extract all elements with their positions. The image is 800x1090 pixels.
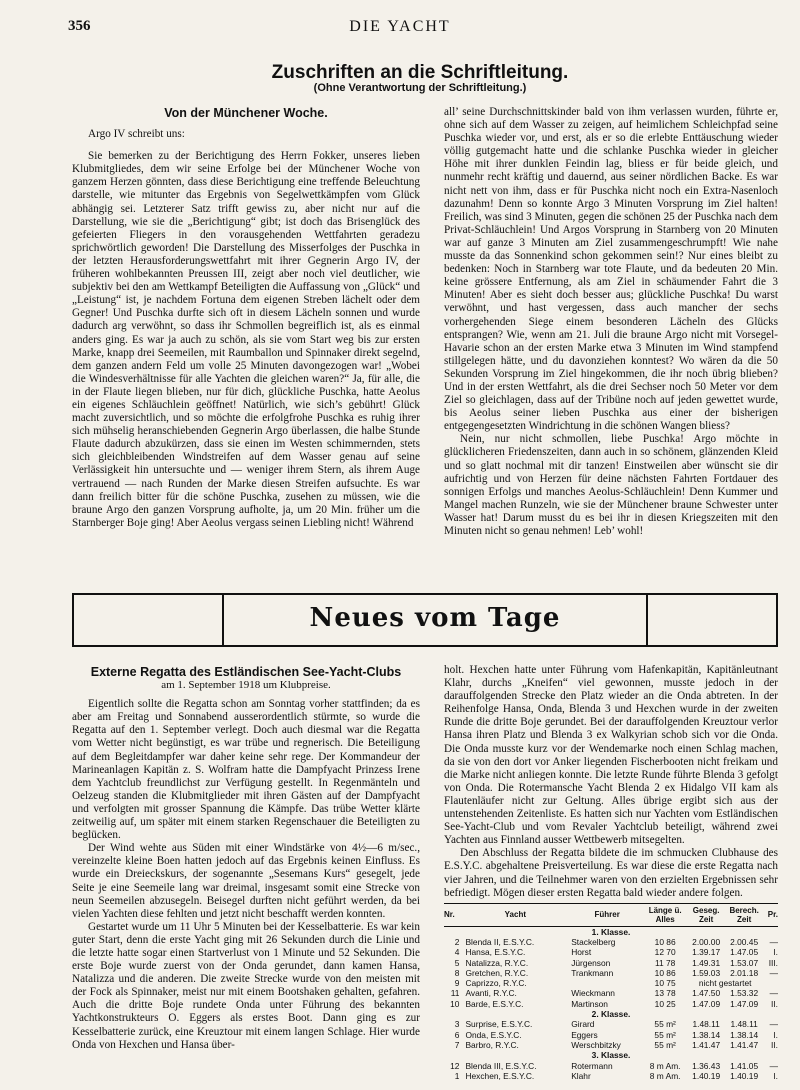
table-cell: — [769,1019,778,1030]
table-cell: 55 m² [654,1039,676,1050]
table-cell: Wieckmann [571,988,615,999]
table-cell: 1.53.07 [730,957,759,968]
class-row [444,1050,778,1060]
table-cell: 2 [454,936,460,947]
results-header-row [444,903,778,926]
table-cell: 55 m² [654,1029,676,1040]
regatta-paragraph: Gestartet wurde um 11 Uhr 5 Minuten bei der Kesselbatterie. Es war kein guter Start, denn die erste Yacht ging mit 26 Sekunden durch die Linie und die letzte hatte sogar einen Startverlust von 1 Minute und 52 Sekunden. Die erste Boje wurde zuerst von der Onda gerundet, dann kamen Hansa, Natalizza und die anderen. Die zweite Strecke wurde von den meisten mit der Fock als Spinnaker, meist nur mit einem Bootshaken gehalten, gefahren. Auch die dritte Boje rundete Onda unter Führung des bekannten Yachtkonstrukteurs O. Eggers als erstes Boot. Dann ging es zur Kesselbatterie zurück, eine Kreuztour mit einem langen Schlage. Hier wurde Onda von Hexchen und Hansa über- [72,920,420,1051]
table-cell: Trankmann [571,967,614,978]
table-cell: 1.38.14 [730,1029,759,1040]
table-cell: Werschbitzky [571,1039,621,1050]
table-row [444,1019,778,1029]
table-cell [571,978,643,988]
table-cell: 1.59.03 [692,967,721,978]
table-row [444,988,778,998]
table-cell: 10 86 [654,936,676,947]
table-cell: 8 [454,967,460,978]
letter-intro: Argo IV schreibt uns: [88,128,185,141]
table-cell: 1.47.09 [730,998,759,1009]
table-cell: 2.00.45 [730,936,759,947]
table-cell: 1.36.43 [692,1060,721,1071]
table-cell: 12 [450,1060,460,1071]
table-cell: Eggers [571,1029,598,1040]
table-cell: Gretchen, R.Y.C. [465,967,529,978]
table-cell: 1.40.19 [692,1070,721,1081]
table-cell: 13 78 [654,988,676,999]
banner-title: Neues vom Tage [309,603,561,633]
header-cell: Länge ü. Alles [643,903,687,926]
table-cell: Surprise, E.S.Y.C. [465,1019,533,1030]
table-cell: 10 75 [654,978,676,989]
table-cell: 1 [454,1070,460,1081]
table-cell: — [769,1060,778,1071]
table-cell: 12 70 [654,947,676,958]
header-cell: Yacht [459,903,571,926]
table-cell: 1.39.17 [692,947,721,958]
table-row [444,937,778,947]
section-title: Von der Münchener Woche. [164,106,328,120]
regatta-right-column [444,664,778,1081]
regatta-title: Externe Regatta des Estländischen See-Yacht-Clubs [90,665,402,679]
table-cell: Klahr [571,1070,591,1081]
table-cell: Horst [571,947,592,958]
table-cell: 3 [454,1019,460,1030]
table-cell: 11 [450,988,460,999]
table-cell: 1.41.05 [730,1060,759,1071]
table-cell: 55 m² [654,1019,676,1030]
table-row [444,958,778,968]
table-cell: 2.01.18 [730,967,759,978]
table-cell [763,978,778,988]
table-cell: 1.48.11 [730,1019,758,1030]
table-row [444,1030,778,1040]
table-cell: 1.41.47 [730,1039,759,1050]
table-cell: Natalizza, R.Y.C. [465,957,529,968]
table-cell: 1.49.31 [692,957,721,968]
table-cell: Jürgenson [571,957,611,968]
table-cell: 8 m Am. [649,1070,681,1081]
class-label: 2. Klasse. [591,1009,631,1020]
table-cell: 1.38.14 [692,1029,721,1040]
table-cell: — [769,936,778,947]
letter-paragraph: Sie bemerken zu der Berichtigung des Herrn Fokker, unseres lieben Klubmitgliedes, dem wir seine Erfolge bei der Münchener Woche von ganzem Herzen gönnten, dass diese Berichtigung eine treffende Beleuchtung darstelle, wie mitunter das Ergebnis von Segelwettkämpfen vom Glück abhängig sei. Letzterer Satz trifft gewiss zu, aber nicht nur auf die Darstellung, wie sie die „Berichtigung“ gibt; ist doch das Brisenglück des gefeierten Fliegers in den vorausgehenden Wettfahrten geradezu sprichwörtlich geworden! Die Darstellung des Misserfolges der Puschka in der letzten Herausforderungswettfahrt mit ihrer Gegnerin Argo IV, der früheren wohlbekannten Preussen III, zeigt aber noch viel deutlicher, wie subjektiv bei den am Wettkampf Beteiligten die Auffassung von „Glück“ und „Leistung“ ist, je nachdem Fortuna dem eigenen Streben lächelt oder dem Gegner! Und Puschka durfte sich oft in diesem Lächeln sonnen und wurde dadurch arg verwöhnt, so dass ihr Schmollen begreiflich ist, als es einmal anders ging. Es war ja auch zu schön, als sie vom Start weg bis zur ersten Marke, knapp drei Seemeilen, mit Raumballon und Spinnaker direkt segelnd, dem ganzen andern Feld um volle 25 Minuten davongezogen war! „Wobei die Windesverhältnisse für alle Yachten die gleichen waren?“ Ja, für alle, die in der Flaute liegen blieben, nur für dich, glückliche Puschka, hatte Aeolus ein eigenes Schläuchlein geöffnet! Natürlich, wie sich’s gebührt! Glück macht zuversichtlich, und so möchte die erfolgfrohe Puschka es ruhig ihrer sich mühselig heranschiebenden Gegnerin Argo überlassen, die halbe Stunde Flaute dadurch abzukürzen, dass sie einen im Westen schimmernden, stets sich gleichbleibenden Windstreifen auf dem Wasser genau auf seine Verlässigkeit hin untersuchte und — weniger ihrem Stern, als ihrem Auge vertrauend — nach Runden der Marke diesen Streifen aufsuchte. Es war dann freilich bitter für die schöne Puschka, zusehen zu müssen, wie die braune Argo den ganzen Vorsprung aufholte, ja, um 20 Min. früher um die Starnberger Boje ging! Aber Aeolus vergass seinen Liebling nicht! Während [72,150,420,529]
table-row [444,947,778,957]
results-table [444,903,778,1081]
journal-title: DIE YACHT [349,18,451,35]
banner-title-box [222,593,648,647]
table-cell: 7 [454,1039,460,1050]
regatta-subtitle: am 1. September 1918 um Klubpreise. [161,679,331,692]
table-cell: III. [768,957,778,968]
letters-left-column [72,107,420,530]
table-cell: 11 78 [654,957,676,968]
table-cell: Onda, E.S.Y.C. [465,1029,522,1040]
table-cell: Rotermann [571,1060,613,1071]
news-banner [72,593,778,647]
regatta-paragraph: Der Wind wehte aus Süden mit einer Windstärke von 4½—6 m/sec., vereinzelte kleine Boen hatten jedoch auf das Ergebnis keinen Einfluss. Es wurde ein Dreieckskurs, der sogenannte „Sesemans Kurs“ gesegelt, jede Seite je eine Seemeile lang war dreimal, insgesamt somit eine Strecke von neun Seemeilen abzusegeln. Beisegel durften nicht geführt werden, da bei vielen Yachten diese fehlten und jetzt nicht beschafft werden konnten. [72,842,420,920]
table-cell: 10 [450,998,460,1009]
letters-right-column [444,106,778,538]
table-cell: 1.48.11 [692,1019,720,1030]
class-label: 1. Klasse. [591,926,631,937]
table-cell: — [769,988,778,999]
table-cell: Barde, E.S.Y.C. [465,998,524,1009]
table-cell: 1.40.19 [730,1070,759,1081]
page-header [0,18,800,38]
table-row [444,968,778,978]
header-cell: Führer [571,903,643,926]
table-cell: 10 86 [654,967,676,978]
class-row [444,1009,778,1019]
page-number: 356 [68,18,91,34]
table-cell: nicht gestartet [698,978,752,989]
letter-paragraph: Nein, nur nicht schmollen, liebe Puschka! Argo möchte in glücklicheren Friedenszeiten, dann auch in so schönem, glänzenden Kleid und so glatt nochmal mit dir tanzen! Einstweilen aber wünscht sie dir aufrichtig und von Herzen für deine nächsten Fahrten Fortdauer des sonnigen Erfolgs und manches Aeolus-Schläuchlein! Denn Kummer und Mangel machen Runzeln, wie sie der Münchener braune Schwester unter Wasser hat! Darum musst du es bei ihr in diesen Kriegszeiten mit den Minuten nicht so genau nehmen! Leb’ wohl! [444,433,778,537]
table-cell: Martinson [571,998,608,1009]
table-cell: 5 [454,957,460,968]
table-row [444,1071,778,1081]
table-row [444,1061,778,1071]
table-cell: I. [773,1070,778,1081]
table-cell: 1.47.09 [692,998,721,1009]
header-cell: Berech. Zeit [725,903,763,926]
table-row [444,1040,778,1050]
regatta-paragraph: Den Abschluss der Regatta bildete die im schmucken Clubhause des E.S.Y.C. abgehaltene Preisverteilung. Es war diese die erste Regatta nach vier Jahren, und die Teilnehmer waren von den erzielten Ergebnissen sehr befriedigt. Mögen dieser ersten Regatta bald wieder andere folgen. [444,847,778,899]
header-cell: Pr. [763,903,778,926]
regatta-left-column [72,666,420,1052]
letters-heading: Zuschriften an die Schriftleitung. [271,62,569,83]
table-cell: 1.41.47 [692,1039,721,1050]
table-cell: Avanti, R.Y.C. [465,988,517,999]
table-row [444,999,778,1009]
table-cell: Hexchen, E.S.Y.C. [465,1070,535,1081]
header-cell: Nr. [444,903,459,926]
table-cell: Hansa, E.S.Y.C. [465,947,526,958]
table-cell: 4 [454,947,460,958]
table-cell: Girard [571,1019,595,1030]
table-cell: I. [773,1029,778,1040]
letter-paragraph: all’ seine Durchschnittskinder bald von ihm verlassen wurden, führte er, ohne sich auf dem Wasser zu zeigen, auf heimlichem Schleichpfad seine Puschka wieder vor, und erst, als er so die erlebte Enttäuschung wieder völlig gutgemacht hatte und die schlanke Puschka wieder in gleicher Höhe mit ihrer dunklen Feindin lag, bliess er für beide gleich, und nunmehr recht kräftig und dauernd, aus seiner nördlichen Backe. Es war nicht nett von ihm, dass er für Puschka nicht noch ein Extra-Nasenloch dazunahm! Denn so konnte Argo 3 Minuten Vorsprung im Ziel halten! Freilich, was sind 3 Minuten, gegen die schönen 25 der Puschka nach dem Privat-Schläuchlein! Und Argos Vorsprung in Starnberg von 20 Minuten war auf ganze 3 Minuten am Ziel zusammengeschrumpft! Wie nahe musste da das Sonnenkind schon gekommen sein!? Nur eines bleibt zu bedenken: Noch in Starnberg war tote Flaute, und da bedeuten 20 Min. keine grössere Entfernung, als am Ziel in schäumender Fahrt die 3 Minuten! Aber es sieht doch besser aus; glückliche Puschka! Du warst verwöhnt, und hast vergessen, dass auch mancher der sechs vorhergehenden Siege einem besonderen Lächeln des Glücks entsprangen? Wie, wenn am 21. Juli die braune Argo nicht mit Vorsegel-Havarie schon an der ersten Marke etwa 3 Minuten im Wind stampfend stillgelegen hätte, und du davonziehen konntest? Wo wären da die 50 Sekunden Vorsprung im Ziel hingekommen, die ihr noch übrig blieben? Und in der ersten Wettfahrt, als die drei Sechser noch 50 Meter vor dem Ziel so gleichlagen, dass auf der Tribüne noch auf jeden gewettet wurde, bis Aeolus seiner lieben Puschka aus einer der bisherigen entgegengesetzten Windrichtung in die schönen Wangen bliess? [444,106,778,433]
table-cell: II. [771,998,778,1009]
table-cell: 1.53.32 [730,988,759,999]
header-cell: Geseg. Zeit [687,903,725,926]
letters-subheading: (Ohne Verantwortung der Schriftleitung.) [313,82,527,94]
table-cell: Caprizzo, R.Y.C. [465,978,527,989]
table-cell: — [769,967,778,978]
table-cell: Blenda III, E.S.Y.C. [465,1060,537,1071]
table-cell: Barbro, R.Y.C. [465,1039,519,1050]
table-cell: 6 [454,1029,460,1040]
class-row [444,926,778,937]
regatta-paragraph: holt. Hexchen hatte unter Führung vom Hafenkapitän, Kapitänleutnant Klahr, durchs „Kneifen“ viel gewonnen, musste jedoch in der darauffolgenden Strecke den Platz wieder an die Onda abtreten. In der Reihenfolge Hansa, Onda, Blenda 3 und Hexchen wurde in der zweiten Runde die dritte Boje gerundet. Bei der darauffolgenden Kreuztour verlor Hansa ihren Platz und Blenda 3 ex Walkyrian schob sich vor die Onda. Die Onda musste kurz vor der Wendemarke noch einen Schlag machen, da sie von den dort vor Anker liegenden Fischerbooten nicht freikam und die Marke nicht anliegen konnte. Die letzte Runde führte Blenda 3 gefolgt von Onda. Die Rotermansche Yacht Blenda 2 ex Hidalgo VII kam als Flautenläufer nicht zur Geltung. Alles übrige ergibt sich aus der untenstehenden Zeitenliste. Es hatten sich nur Yachten vom Estländischen See-Yacht-Club und vom Revaler Yachtclub beteiligt, während zwei Yachten aus Finnland ausser Wettbewerb mitsegelten. [444,664,778,847]
table-cell: I. [773,947,778,958]
table-cell: II. [771,1039,778,1050]
table-cell: 8 m Am. [649,1060,681,1071]
regatta-paragraph: Eigentlich sollte die Regatta schon am Sonntag vorher stattfinden; da es aber am Freitag und Sonnabend ausserordentlich stürmte, so wurde die Regatta auf den 1. September verlegt. Doch auch diesmal war die Regatta vom Wetter nicht begünstigt, es war trübe und regnerisch. Die Beteiligung auf dem Begleitdampfer war daher keine sehr rege. Der Kommandeur der Marineanlagen Kapitän z. S. Wolfram hatte die Dampfyacht Prinzess Irene dem Yachtclub freundlichst zur Verfügung gestellt. In Regenmänteln und Oelzeug standen die Klubmitglieder mit ihren Gästen auf der Dampfyacht und verfolgten mit grosser Spannung die Kämpfe. Das trübe Wetter klärte zeitweilig auf, um später mit einem starken Regenschauer die Beteiligten zu beglücken. [72,698,420,842]
table-cell: 10 25 [654,998,676,1009]
table-cell: Blenda II, E.S.Y.C. [465,936,535,947]
class-label: 3. Klasse. [591,1050,631,1061]
table-row [444,978,778,988]
table-cell: 2.00.00 [692,936,721,947]
table-cell: Stackelberg [571,936,616,947]
table-cell: 1.47.50 [692,988,721,999]
table-cell: 1.47.05 [730,947,759,958]
table-cell: 9 [454,978,460,989]
